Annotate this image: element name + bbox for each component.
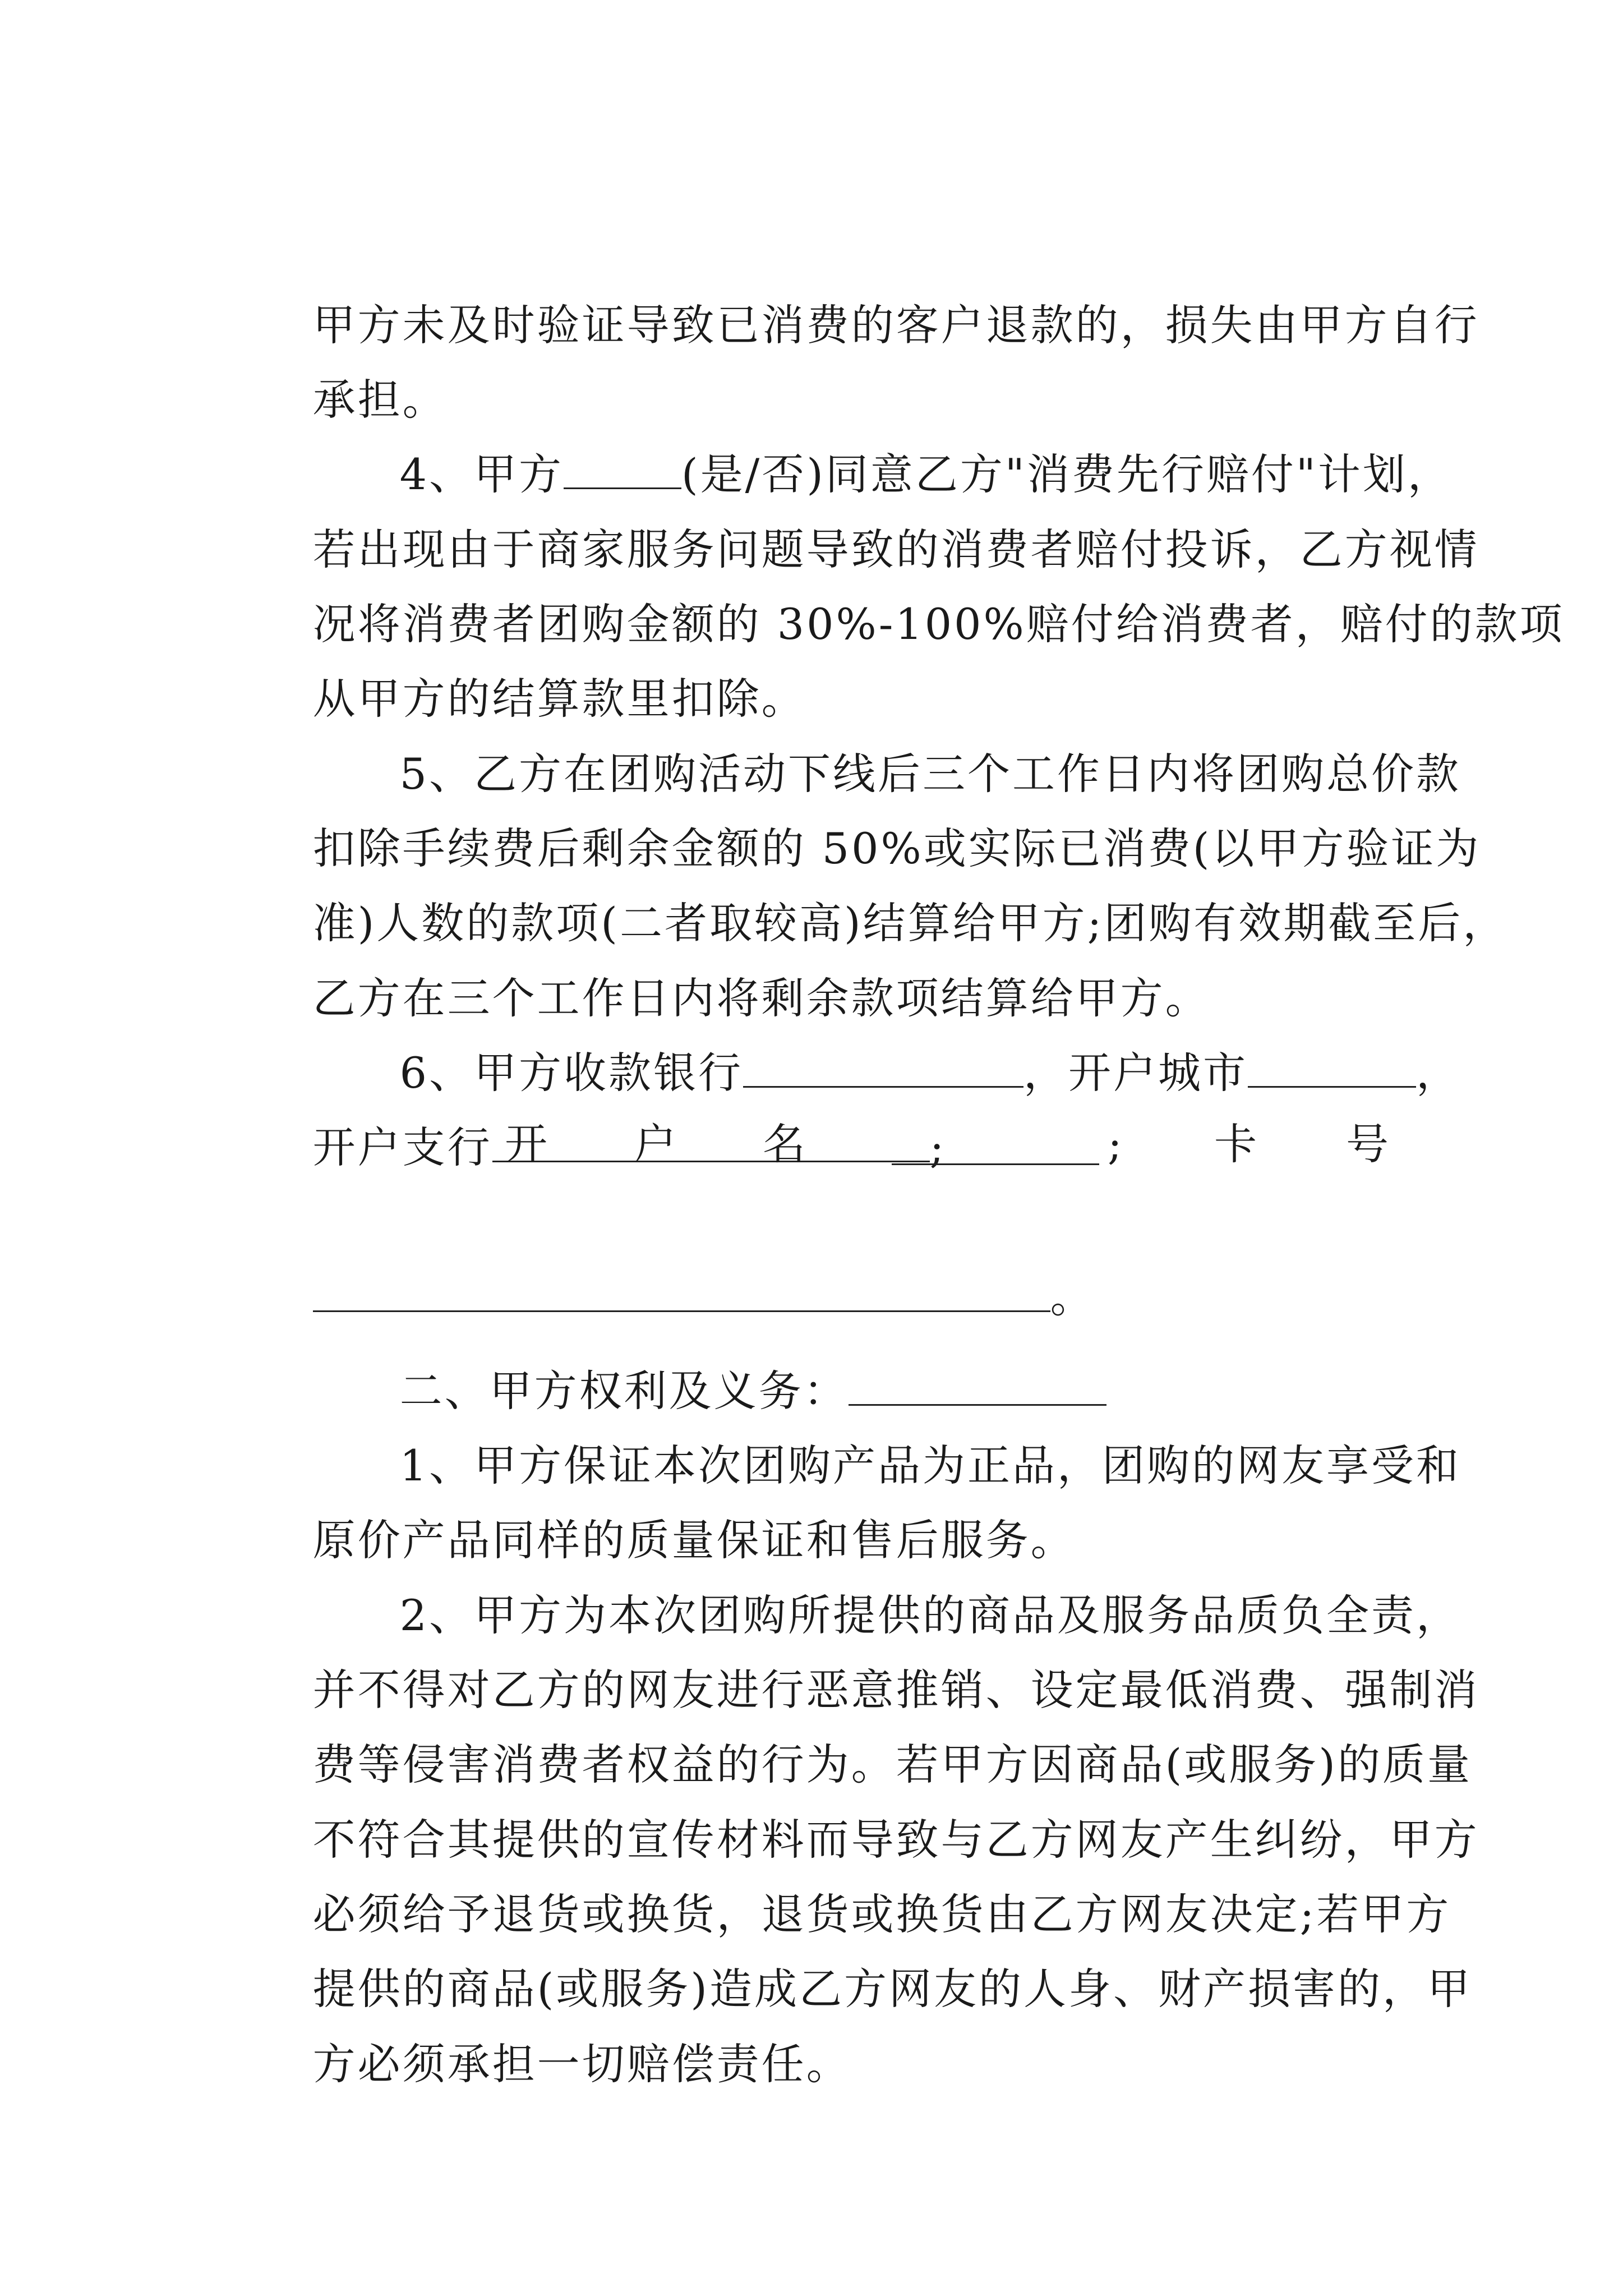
line-text: 若出现由于商家服务问题导致的消费者赔付投诉，乙方视情	[312, 524, 1479, 574]
paragraph-line	[250, 432, 1623, 574]
line-text: 开	[505, 1119, 550, 1169]
paragraph-line	[250, 806, 1623, 948]
line-text: 开户支行	[312, 1122, 492, 1172]
paragraph-line	[250, 208, 1623, 350]
line-text: 不符合其提供的宣传材料而导致与乙方网友产生纠纷，甲方	[312, 1815, 1479, 1865]
paragraph-line	[336, 1498, 1623, 1640]
line-text: 方必须承担一切赔偿责任。	[312, 2039, 851, 2089]
line-text: 4、甲方	[399, 449, 564, 499]
paragraph-line	[336, 955, 1623, 1098]
line-text: 甲方未及时验证导致已消费的客户退款的，损失由甲方自行	[312, 300, 1479, 350]
line-text: 承担。	[312, 375, 448, 425]
heading-text: 二、甲方权利及义务：	[399, 1366, 849, 1416]
paragraph-line	[336, 357, 1623, 499]
line-text: 5、乙方在团购活动下线后三个工作日内将团购总价款	[399, 749, 1461, 799]
line-text: 号	[1346, 1119, 1391, 1169]
line-text: 6、甲方收款银行	[399, 1048, 743, 1098]
line-text: ;	[929, 1122, 947, 1172]
paragraph-line	[250, 1722, 1623, 1865]
line-text: ，	[1416, 1048, 1461, 1098]
line-text: 费等侵害消费者权益的行为。若甲方因商品(或服务)的质量	[312, 1740, 1472, 1789]
line-text: 必须给予退货或换货，退货或换货由乙方网友决定;若甲方	[312, 1889, 1451, 1939]
paragraph-line	[250, 881, 1623, 1023]
paragraph-line	[250, 1797, 1623, 1939]
paragraph-line	[336, 656, 1623, 799]
paragraph-line	[250, 282, 1623, 425]
line-text: 原价产品同样的质量保证和售后服务。	[312, 1515, 1076, 1565]
line-text: 2、甲方为本次团购所提供的商品及服务品质负全责，	[399, 1590, 1461, 1640]
section-heading	[336, 1273, 1623, 1416]
line-text: 卡	[1214, 1119, 1259, 1169]
line-text: ;	[1108, 1119, 1124, 1169]
line-text: 准)人数的款项(二者取较高)结算给甲方;团购有效期截至后，	[312, 898, 1508, 948]
line-text: 扣除手续费后剩余金额的 50%或实际已消费(以甲方验证为	[312, 823, 1481, 873]
line-text: 从甲方的结算款里扣除。	[312, 674, 806, 724]
line-text: 。	[1050, 1272, 1095, 1322]
line-text: 名	[763, 1119, 808, 1169]
line-text: 况将消费者团购金额的 30%-100%赔付给消费者，赔付的款项	[312, 599, 1565, 649]
paragraph-line	[250, 1947, 1623, 2089]
paragraph-line	[250, 1180, 1623, 1322]
account-name-blank[interactable]	[892, 1119, 1099, 1165]
line-text: 户	[634, 1119, 679, 1169]
paragraph-line	[250, 1647, 1623, 1789]
line-text: 并不得对乙方的网友进行恶意推销、设定最低消费、强制消	[312, 1665, 1479, 1715]
paragraph-line	[250, 581, 1623, 724]
line-text: ，开户城市	[1023, 1048, 1248, 1098]
paragraph-line	[250, 1030, 1623, 1172]
paragraph-line	[250, 507, 1623, 649]
paragraph-line	[336, 1348, 1623, 1490]
paragraph-line	[250, 1871, 1623, 2014]
line-text: 1、甲方保证本次团购产品为正品，团购的网友享受和	[399, 1441, 1461, 1490]
line-text: 乙方在三个工作日内将剩余款项结算给甲方。	[312, 973, 1210, 1023]
paragraph-line	[250, 731, 1623, 873]
line-text: (是/否)同意乙方"消费先行赔付"计划，	[681, 449, 1453, 499]
paragraph-line	[250, 1572, 1623, 1715]
paragraph-line	[250, 1423, 1623, 1565]
paragraph-line	[0, 1105, 1623, 1184]
line-text: 提供的商品(或服务)造成乙方网友的人身、财产损害的，甲	[312, 1964, 1472, 2014]
